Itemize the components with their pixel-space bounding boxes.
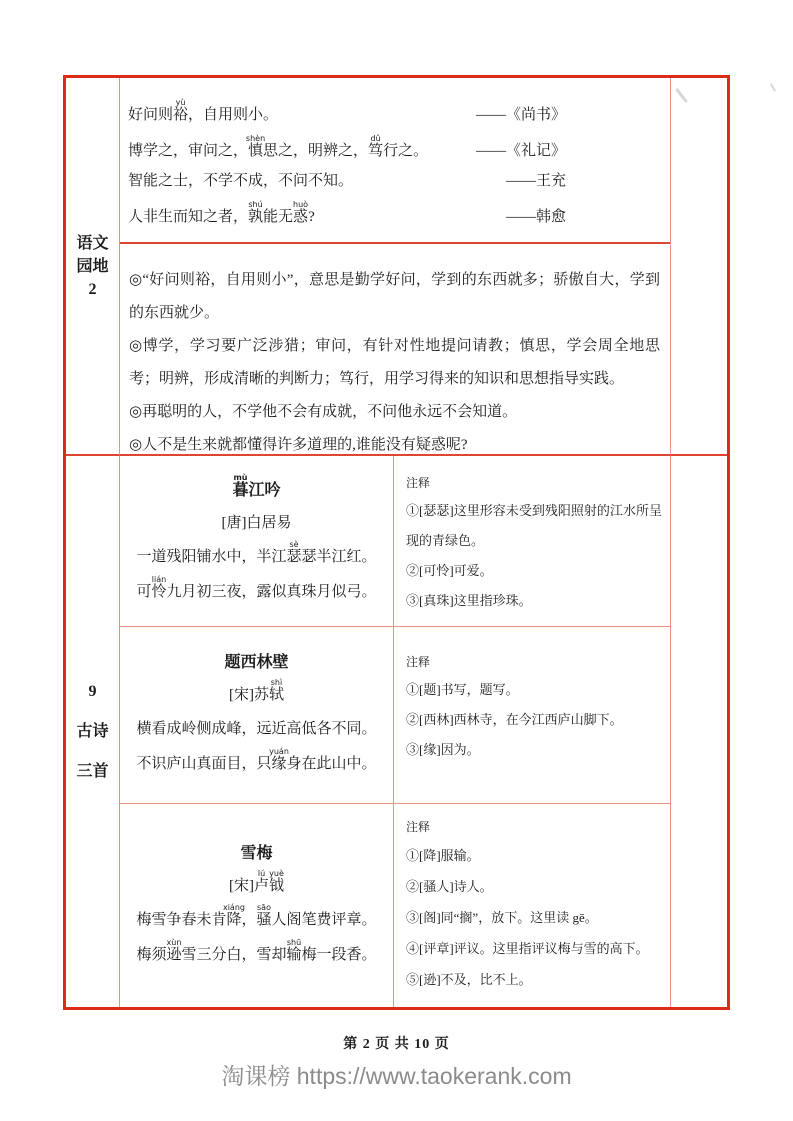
worksheet-table [63,75,730,1010]
poem-line: 梅雪争春未肯降xiáng，骚sāo人阁笔费评章。 [136,902,377,928]
stray-check-mark-icon [770,83,776,92]
note-item: ②[可怜]可爱。 [406,563,493,578]
note-item: ④[评章]评议。这里指评议梅与雪的高下。 [406,941,649,956]
poem-title: 暮mù江吟 [232,472,281,499]
quote-source: ——《尚书》 [475,106,566,123]
poem-author: [宋]苏轼shì [228,678,284,703]
poem-title: 题西林壁 [224,654,289,671]
label-line: 2 [88,280,97,298]
note-item: ③[阁]同“搁”，放下。这里读 gē。 [406,910,598,925]
poem-title: 雪梅 [240,844,273,862]
note-item: ③[缘]因为。 [406,742,480,757]
quote-text: 博学之，审问之，慎shèn思之，明辨之，笃dǔ行之。 [128,133,429,159]
explanation-item: ◎“好问则裕，自用则小”，意思是勤学好问，学到的东西就多；骄傲自大，学到的东西就少。 [129,272,660,321]
note-item: ⑤[逊]不及，比不上。 [406,972,532,987]
note-item: ①[降]服输。 [406,848,480,863]
notes-title: 注释 [406,476,431,490]
note-item: ①[瑟瑟]这里形容未受到残阳照射的江水所呈现的青绿色。 [406,503,662,548]
quote-source: ——《礼记》 [475,142,566,159]
explanation-item: ◎博学，学习要广泛涉猎；审问，有针对性地提问请教；慎思，学会周全地思考；明辨，形成清晰的判断力；笃行，用学习得来的知识和思想指导实践。 [129,338,660,387]
poem-tixilinbi [120,627,393,804]
quote-line [120,98,670,124]
quote-text: 好问则裕yù，自用则小。 [128,97,279,123]
poem-author: [宋]卢lú钺yuè [228,868,285,894]
section-label-yuwen-yuandi-2 [66,78,120,456]
poem-mujiangyin [120,456,393,627]
quote-text: 智能之士，不学不成，不问不知。 [128,173,354,190]
poem-line: 不识庐山真面目，只缘yuán身在此山中。 [136,747,377,772]
poem-notes [393,804,670,1007]
quote-text: 人非生而知之者，孰shú能无惑huò? [128,200,315,226]
poem-line: 梅须逊xùn雪三分白，雪却输shū梅一段香。 [136,937,377,963]
note-item: ①[题]书写，题写。 [406,682,519,697]
label-line: 9 [88,682,97,700]
quote-line [120,200,670,226]
note-item: ②[骚人]诗人。 [406,879,493,894]
quote-line [120,134,670,160]
page-number: 第 2 页 共 10 页 [343,1037,450,1052]
label-line: 语文 [76,234,109,252]
explanations-cell [120,244,670,456]
poem-notes [393,627,670,804]
empty-right-column [670,78,727,456]
poem-author: [唐]白居易 [221,514,292,531]
quote-source: ——王充 [505,173,566,190]
poem-line: 横看成岭侧成峰，远近高低各不同。 [136,721,377,737]
quote-source: ——韩愈 [505,209,566,226]
quote-line [120,169,670,190]
famous-quotes-cell [120,78,670,244]
explanation-item: ◎人不是生来就都懂得许多道理的,谁能没有疑惑呢? [129,437,468,453]
label-line: 园地 [76,257,109,275]
empty-right-column [670,456,727,1007]
poem-xuemei [120,804,393,1007]
notes-title: 注释 [406,820,431,834]
stray-check-mark-icon [675,88,688,103]
watermark-text: 淘课榜 https://www.taokerank.com [221,1063,572,1089]
poem-line: 可怜lián九月初三夜，露似真珠月似弓。 [136,574,377,600]
label-line: 古诗 [76,722,109,740]
poem-line: 一道残阳铺水中，半江瑟sè瑟半江红。 [136,539,377,565]
notes-title: 注释 [406,655,431,669]
label-line: 三首 [76,762,109,780]
section-label-gushi-sanshou [66,456,120,1007]
note-item: ②[西林]西林寺，在今江西庐山脚下。 [406,712,623,727]
explanation-item: ◎再聪明的人，不学他不会有成就，不问他永远不会知道。 [129,404,518,420]
note-item: ③[真珠]这里指珍珠。 [406,593,532,608]
poem-notes [393,456,670,627]
